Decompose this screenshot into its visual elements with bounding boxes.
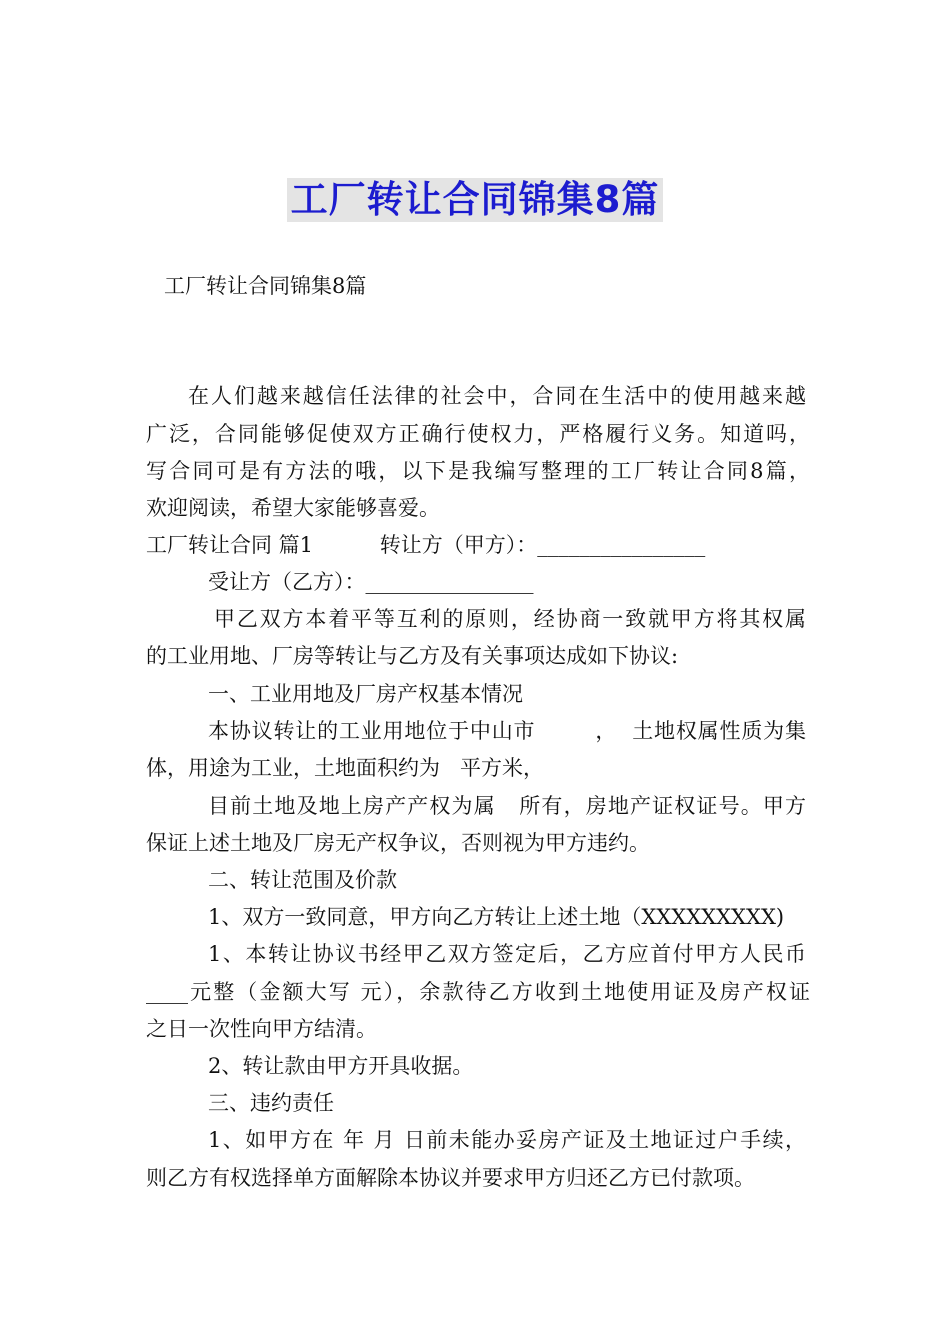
- clause-heading: 三、违约责任: [208, 1091, 334, 1115]
- clause-heading: 二、转让范围及价款: [208, 868, 397, 892]
- paragraph-line: 2、转让款由甲方开具收据。: [208, 1054, 474, 1078]
- paragraph-line: 1、本转让协议书经甲乙双方签定后，乙方应首付甲方人民币: [208, 942, 806, 966]
- paragraph-line: 受让方（乙方）：________________: [208, 570, 534, 594]
- paragraph-line: 甲乙双方本着平等互利的原则，经协商一致就甲方将其权属: [214, 607, 806, 631]
- paragraph-line: 目前土地及地上房产产权为属 所有，房地产证权证号。甲方: [208, 794, 806, 818]
- paragraph-line: 体，用途为工业，土地面积约为 平方米，: [146, 756, 545, 780]
- paragraph-line: 保证上述土地及厂房无产权争议，否则视为甲方违约。: [146, 831, 650, 855]
- paragraph-line: 则乙方有权选择单方面解除本协议并要求甲方归还乙方已付款项。: [146, 1166, 755, 1190]
- paragraph-line: 1、如甲方在 年 月 日前未能办妥房产证及土地证过户手续，: [208, 1128, 806, 1152]
- paragraph-line: 的工业用地、厂房等转让与乙方及有关事项达成如下协议:: [146, 644, 679, 668]
- paragraph-line: 之日一次性向甲方结清。: [146, 1017, 377, 1041]
- paragraph-line: 1、双方一致同意，甲方向乙方转让上述土地（XXXXXXXXX): [208, 905, 785, 929]
- paragraph-line: 写合同可是有方法的哦，以下是我编写整理的工厂转让合同8篇，: [146, 459, 810, 483]
- paragraph-line: 本协议转让的工业用地位于中山市 ， 土地权属性质为集: [208, 719, 806, 743]
- clause-heading: 一、工业用地及厂房产权基本情况: [208, 682, 523, 706]
- paragraph-line: ____元整（金额大写 元），余款待乙方收到土地使用证及房产权证: [146, 980, 810, 1004]
- paragraph-line: 在人们越来越信任法律的社会中，合同在生活中的使用越来越: [188, 384, 806, 408]
- document-title: 工厂转让合同锦集8篇: [287, 178, 664, 222]
- document-title-wrap: [0, 178, 950, 222]
- paragraph-line: 广泛，合同能够促使双方正确行使权力，严格履行义务。知道吗，: [146, 422, 810, 446]
- section-heading-line: 工厂转让合同 篇1 转让方（甲方）：________________: [146, 533, 706, 557]
- paragraph-line: 欢迎阅读，希望大家能够喜爱。: [146, 496, 440, 520]
- document-subtitle: 工厂转让合同锦集8篇: [164, 274, 367, 298]
